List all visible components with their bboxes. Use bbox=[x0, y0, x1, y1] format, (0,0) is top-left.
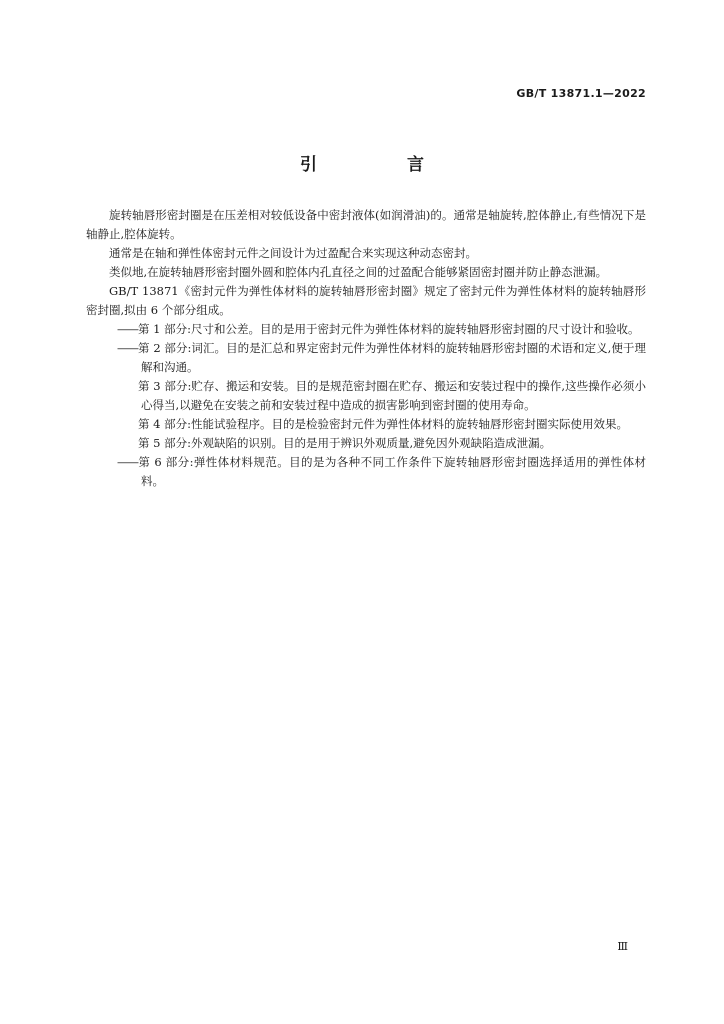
part-list-item bbox=[86, 434, 646, 453]
list-dash: —— bbox=[117, 455, 138, 469]
part-text: 第 6 部分:弹性体材料规范。目的是为各种不同工作条件下旋转轴唇形密封圈选择适用的弹性体材料。 bbox=[138, 455, 646, 488]
list-dash: —— bbox=[117, 322, 138, 336]
paragraph: 类似地,在旋转轴唇形密封圈外圆和腔体内孔直径之间的过盈配合能够紧固密封圈并防止静态泄漏。 bbox=[109, 265, 608, 279]
page-number: Ⅲ bbox=[617, 940, 628, 953]
part-list-item bbox=[86, 453, 646, 491]
part-list-item bbox=[86, 377, 646, 415]
part-list-item bbox=[86, 339, 646, 377]
page-title: 引 言 bbox=[300, 155, 466, 175]
part-text: 第 3 部分:贮存、搬运和安装。目的是规范密封圈在贮存、搬运和安装过程中的操作,这些操作必须小心得当,以避免在安装之前和安装过程中造成的损害影响到密封圈的使用寿命。 bbox=[138, 379, 646, 412]
paragraph: 旋转轴唇形密封圈是在压差相对较低设备中密封液体(如润滑油)的。通常是轴旋转,腔体静止,有些情况下是轴静止,腔体旋转。 bbox=[86, 208, 646, 241]
paragraph: GB/T 13871《密封元件为弹性体材料的旋转轴唇形密封圈》规定了密封元件为弹性体材料的旋转轴唇形密封圈,拟由 6 个部分组成。 bbox=[86, 284, 646, 317]
part-text: 第 2 部分:词汇。目的是汇总和界定密封元件为弹性体材料的旋转轴唇形密封圈的术语和定义,便于理解和沟通。 bbox=[138, 341, 646, 374]
part-list-item bbox=[86, 415, 646, 434]
part-text: 第 1 部分:尺寸和公差。目的是用于密封元件为弹性体材料的旋转轴唇形密封圈的尺寸设计和验收。 bbox=[138, 322, 640, 336]
introduction-body bbox=[86, 206, 646, 491]
paragraph: 通常是在轴和弹性体密封元件之间设计为过盈配合来实现这种动态密封。 bbox=[109, 246, 477, 260]
part-list-item bbox=[86, 320, 646, 339]
standard-number-header: GB/T 13871.1—2022 bbox=[516, 87, 646, 100]
list-dash: —— bbox=[117, 341, 138, 355]
part-text: 第 5 部分:外观缺陷的识别。目的是用于辨识外观质量,避免因外观缺陷造成泄漏。 bbox=[138, 436, 552, 450]
part-text: 第 4 部分:性能试验程序。目的是检验密封元件为弹性体材料的旋转轴唇形密封圈实际使用效果。 bbox=[138, 417, 628, 431]
